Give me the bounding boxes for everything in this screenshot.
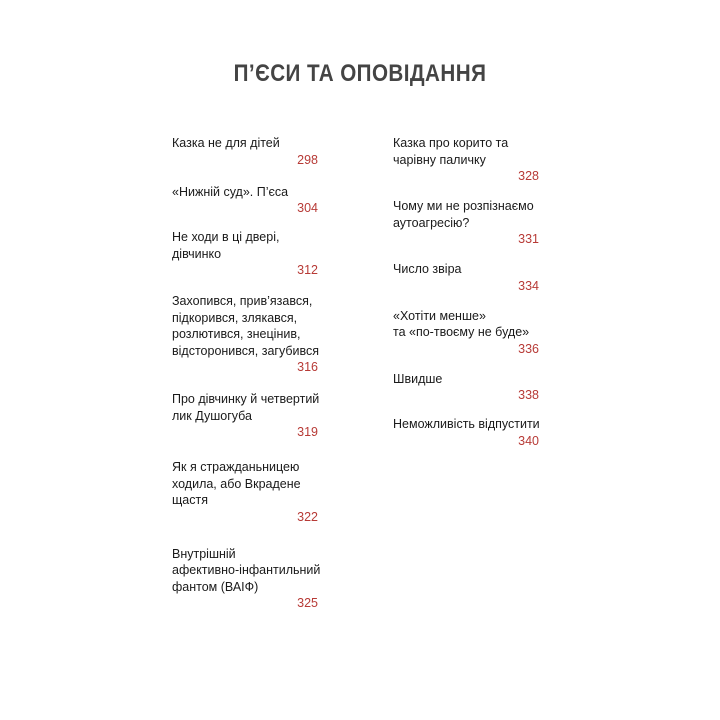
toc-entry-title: Про дівчинку й четвертий лик Душогуба <box>172 392 320 423</box>
toc-entry-title: Захопився, прив’язався, підкорився, злякався, розлютився, знецінив, відсторонився, загубився <box>172 294 320 358</box>
toc-entry-title: «Нижній суд». П’єса <box>172 184 289 199</box>
toc-entry[interactable] <box>172 293 322 375</box>
toc-entry[interactable] <box>172 229 322 278</box>
toc-entry-page: 328 <box>518 169 539 183</box>
toc-entry-title: Число звіра <box>393 262 462 276</box>
toc-entry-title: «Хотіти менше» та «по-твоєму не буде» <box>393 308 530 339</box>
toc-entry-title: Як я стражданьницею ходила, або Вкрадене щастя <box>172 460 301 507</box>
toc-entry-title: Швидше <box>393 371 443 386</box>
toc-entry-page: 334 <box>518 278 539 293</box>
toc-entry-page: 336 <box>518 341 539 356</box>
toc-entry[interactable] <box>172 459 322 525</box>
toc-entry[interactable] <box>172 391 322 440</box>
toc-entry[interactable] <box>393 135 543 184</box>
toc-entry-page: 298 <box>297 152 318 167</box>
toc-entry-page: 331 <box>518 232 539 246</box>
toc-entry-page: 322 <box>297 509 318 524</box>
toc-entry[interactable] <box>393 308 543 357</box>
toc-entry-title: Не ходи в ці двері, дівчинко <box>172 230 280 261</box>
toc-entry-page: 340 <box>518 433 539 448</box>
toc-entry[interactable] <box>172 184 322 217</box>
toc-left-column <box>172 135 322 611</box>
toc-entry-title: Казка не для дітей <box>172 136 280 150</box>
toc-entry[interactable] <box>393 261 543 294</box>
page-title: П’ЄСИ ТА ОПОВІДАННЯ <box>233 60 487 87</box>
toc-entry[interactable] <box>393 371 543 404</box>
toc-entry[interactable] <box>393 416 543 449</box>
toc-entry-page: 316 <box>297 360 318 374</box>
toc-entry-title: Внутрішній афективно-інфантильний фантом (ВАІФ) <box>172 546 321 594</box>
toc-entry-page: 325 <box>297 596 318 610</box>
toc-entry-page: 319 <box>297 425 318 439</box>
toc-entry[interactable] <box>172 135 322 168</box>
toc-right-column <box>393 135 543 449</box>
toc-entry-title: Казка про корито та чарівну паличку <box>393 136 509 167</box>
toc-entry-title: Неможливість відпустити <box>393 417 540 431</box>
toc-entry-page: 312 <box>297 263 318 277</box>
toc-entry[interactable] <box>393 198 543 247</box>
toc-entry-page: 304 <box>297 201 318 215</box>
toc-entry[interactable] <box>172 546 322 612</box>
toc-entry-title: Чому ми не розпізнаємо аутоагресію? <box>393 199 534 230</box>
toc-entry-page: 338 <box>518 388 539 402</box>
